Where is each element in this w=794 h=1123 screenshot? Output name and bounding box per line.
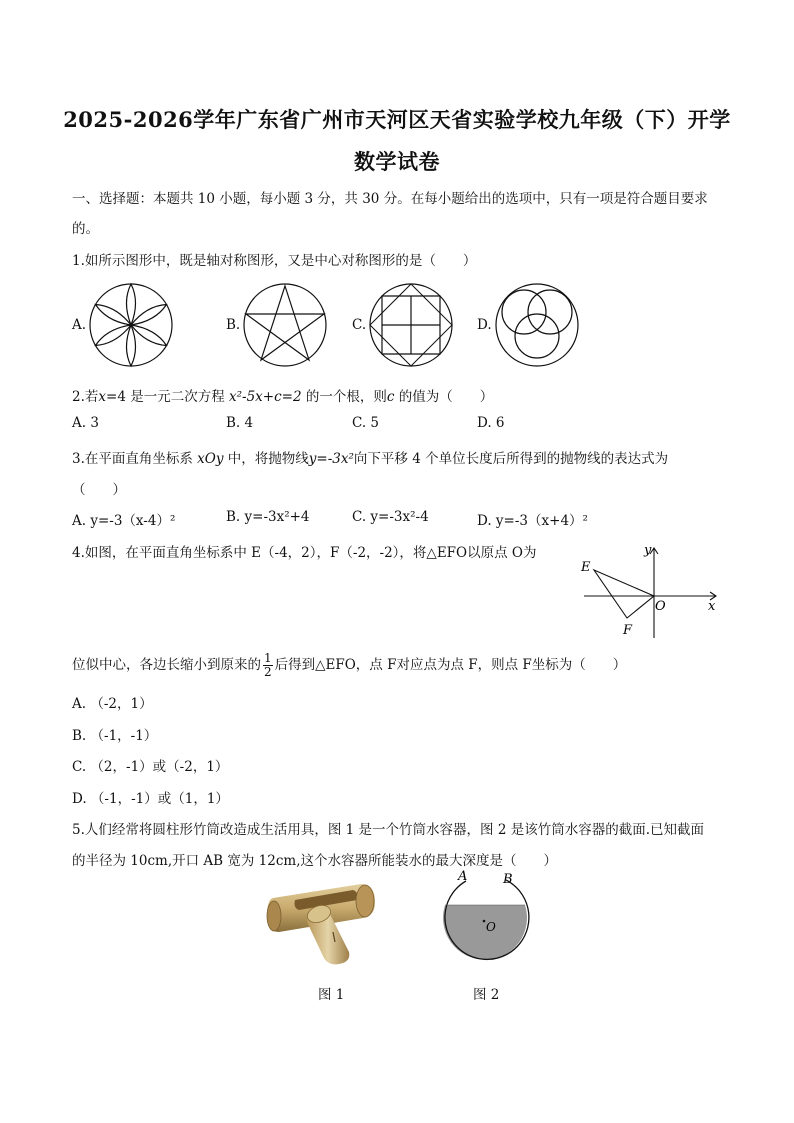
q1-figure-c-square-circle <box>368 282 454 368</box>
q2-option-a: A. 3 <box>72 415 99 431</box>
q1-option-a: A. <box>72 317 87 333</box>
q5-figure1-caption: 图 1 <box>318 987 345 1003</box>
q4-option-c: C. （2，-1）或（-2，1） <box>72 759 229 775</box>
q3-stem: 3.在平面直角坐标系 xOy 中，将抛物线y=-3x²向下平移 4 个单位长度后所得到的抛物线的表达式为 <box>72 451 669 467</box>
q4-fraction: $\frac{1}{2}$ <box>264 651 272 679</box>
q4-coordinate-figure <box>578 540 728 644</box>
q1-figure-a-flower-circle <box>88 282 174 368</box>
q4-label-e: E <box>581 560 591 575</box>
q2-option-b: B. 4 <box>226 415 254 431</box>
q5-stem-line2: 的半径为 10cm,开口 AB 宽为 12cm,这个水容器所能装水的最大深度是（ ） <box>72 853 557 869</box>
q1-figure-d-three-arcs-circle <box>494 282 580 368</box>
q4-label-x: x <box>708 599 716 614</box>
q5-label-b: B <box>503 872 513 887</box>
q4-stem-line1: 4.如图，在平面直角坐标系中 E（-4，2），F（-2，-2），将△EFO以原点 O为 <box>72 545 537 561</box>
q3-option-c: C. y=-3x²-4 <box>352 509 429 525</box>
q1-option-b: B. <box>226 317 241 333</box>
q2-option-d: D. 6 <box>477 415 505 431</box>
exam-title-line1: 2025-2026学年广东省广州市天河区天省实验学校九年级（下）开学 <box>63 107 731 132</box>
q5-stem-line1: 5.人们经常将圆柱形竹筒改造成生活用具，图 1 是一个竹筒水容器，图 2 是该竹筒水容器的截面.已知截面 <box>72 822 705 838</box>
q1-stem: 1.如所示图形中，既是轴对称图形，又是中心对称图形的是（ ） <box>72 253 477 269</box>
q4-label-o: O <box>655 599 666 614</box>
q5-label-o: O <box>486 920 496 934</box>
q3-option-d: D. y=-3（x+4）² <box>477 513 588 529</box>
section1-line2: 的。 <box>72 221 99 237</box>
q1-option-c: C. <box>352 317 367 333</box>
section1-line1: 一、选择题：本题共 10 小题，每小题 3 分，共 30 分。在每小题给出的选项中，只有一项是符合题目要求 <box>72 191 708 207</box>
q4-option-d: D. （-1，-1）或（1，1） <box>72 791 229 807</box>
q5-cross-section-figure <box>438 868 538 968</box>
q5-label-a: A <box>458 869 468 884</box>
q3-option-a: A. y=-3（x-4）² <box>72 513 176 529</box>
q2-stem: 2.若x=4 是一元二次方程 x²-5x+c=2 的一个根，则c 的值为（ ） <box>72 389 494 405</box>
q4-label-y: y <box>644 543 652 558</box>
q4-option-a: A. （-2，1） <box>72 696 153 712</box>
q1-option-d: D. <box>477 317 492 333</box>
q2-option-c: C. 5 <box>352 415 380 431</box>
q1-figure-b-star-circle <box>242 282 328 368</box>
q5-figure2-caption: 图 2 <box>473 987 500 1003</box>
q3-option-b: B. y=-3x²+4 <box>226 509 310 525</box>
q4-option-b: B. （-1，-1） <box>72 728 158 744</box>
q3-stem-line2: （ ） <box>72 482 126 498</box>
q5-bamboo-container-image <box>265 876 380 966</box>
q4-label-f: F <box>623 623 633 638</box>
q4-stem-line2: 位似中心，各边长缩小到原来的 $\frac{1}{2}$ 后得到△EFO，点 F对应点为点 F，则点 F坐标为（ ） <box>72 651 627 679</box>
exam-title-line2: 数学试卷 <box>354 149 440 174</box>
